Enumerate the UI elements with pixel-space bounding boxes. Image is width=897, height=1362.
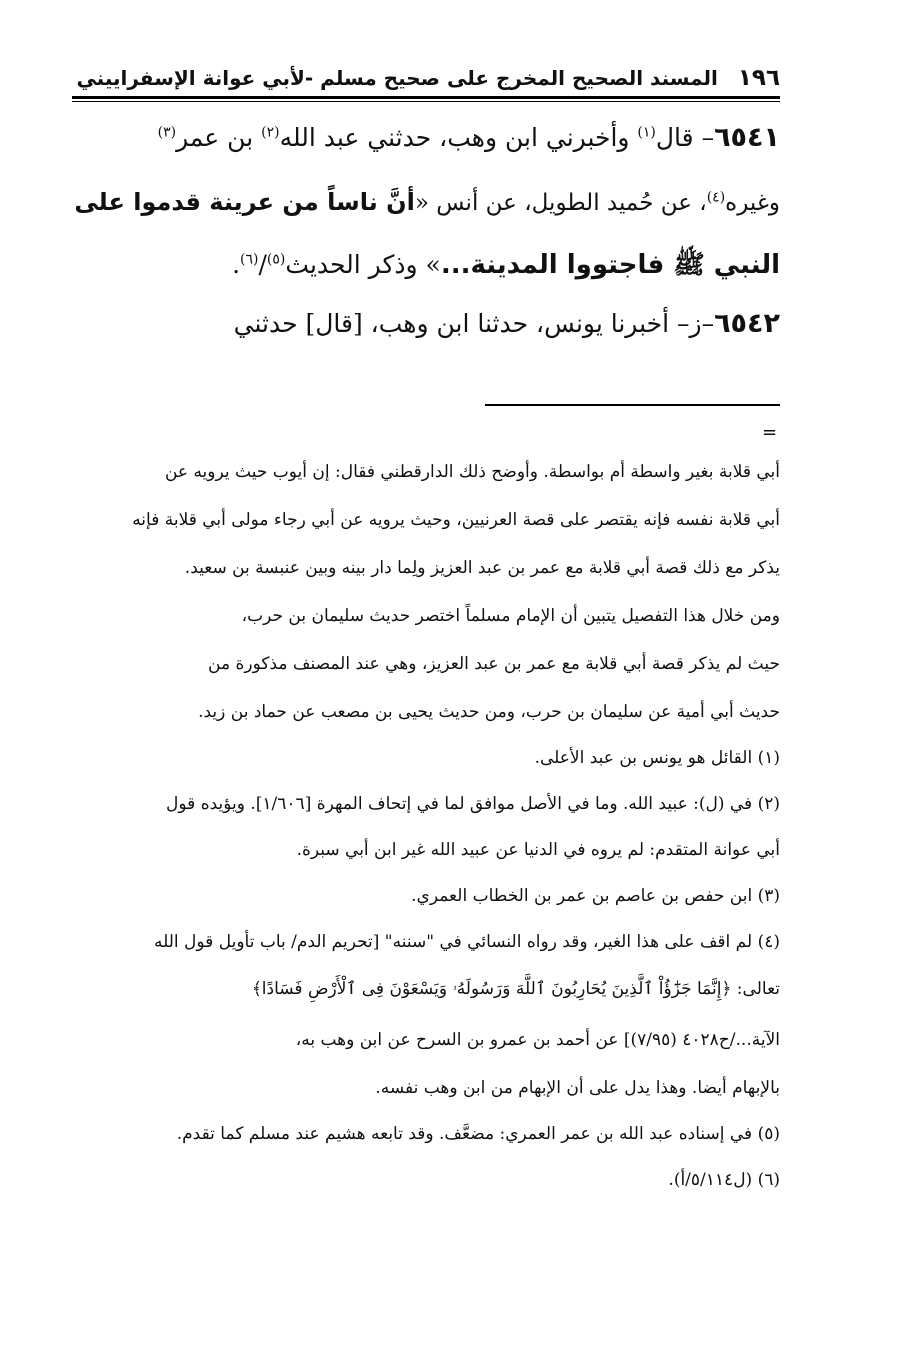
footnote-2: (٢) في (ل): عبيد الله. وما في الأصل موافق لما في إتحاف المهرة [١/٦٠٦]. ويؤيده قول (166, 794, 780, 814)
footnote-line: أبي عوانة المتقدم: لم يروه في الدنيا عن عبيد الله غير ابن أبي سبرة. (296, 840, 780, 860)
footnote-line: حديث أبي أمية عن سليمان بن حرب، ومن حديث يحيى بن مصعب عن حماد بن زيد. (198, 702, 780, 722)
page-number: ١٩٦ (737, 65, 780, 91)
footnote-ref: (٥) (266, 251, 286, 268)
hadith-6541-line-2 (72, 188, 780, 216)
footnote-line: يذكر مع ذلك قصة أبي قلابة مع عمر بن عبد العزيز ولِما دار بينه وبين عنبسة بن سعيد. (184, 558, 780, 578)
text-segment: – قال (655, 123, 715, 152)
hadith-number: ٦٥٤٢ (714, 308, 780, 339)
hadith-6542-line-1 (72, 308, 780, 339)
footnote-line: تعالى: ﴿إِنَّمَا جَزَٰٓؤُاْ ٱلَّذِينَ يُحَارِبُونَ ٱللَّهَ وَرَسُولَهُۥ وَيَسْعَوْنَ فِى ٱلْأَرْضِ فَسَادًا﴾ (251, 979, 780, 999)
header-rule (72, 96, 780, 102)
matn-bold: أنَّ ناساً من عرينة قدموا على (74, 188, 415, 216)
continuation-mark: = (762, 422, 778, 443)
text-segment: وأخبرني ابن وهب، حدثني عبد الله (279, 123, 638, 152)
text-segment: بن عمر (176, 123, 262, 152)
footnote-line: أبي قلابة بغير واسطة أم بواسطة. وأوضح ذلك الدارقطني فقال: إن أيوب حيث يرويه عن (164, 462, 780, 482)
hadith-6541-line-3 (72, 248, 780, 286)
text-segment: » وذكر الحديث (285, 250, 441, 279)
footnote-1: (١) القائل هو يونس بن عبد الأعلى. (534, 748, 780, 768)
footnote-line: بالإبهام أيضا. وهذا يدل على أن الإبهام من ابن وهب نفسه. (375, 1078, 780, 1098)
footnote-ref: (١) (637, 124, 656, 141)
footnote-5: (٥) في إسناده عبد الله بن عمر العمري: مضعَّف. وقد تابعه هشيم عند مسلم كما تقدم. (176, 1124, 780, 1144)
footnote-3: (٣) ابن حفص بن عاصم بن عمر بن الخطاب العمري. (411, 886, 780, 906)
text-segment: –ز– أخبرنا يونس، حدثنا ابن وهب، [قال] حدثني (233, 309, 715, 338)
matn-bold: النبي ﷺ فاجتووا المدينة... (440, 250, 780, 280)
footnote-ref: (٣) (157, 124, 177, 141)
footnote-line: الآية.../ح٤٠٢٨ (٧/٩٥)] عن أحمد بن عمرو بن السرح عن ابن وهب به، (295, 1030, 780, 1050)
footnote-ref: (٢) (261, 124, 280, 141)
hadith-number: ٦٥٤١ (714, 122, 780, 153)
text-segment: / (258, 250, 267, 279)
footnote-6: (٦) (ل٥/١١٤/أ). (668, 1170, 780, 1190)
footnote-line: حيث لم يذكر قصة أبي قلابة مع عمر بن عبد العزيز، وهي عند المصنف مذكورة من (208, 654, 780, 674)
footnote-line: ومن خلال هذا التفصيل يتبين أن الإمام مسلماً اختصر حديث سليمان بن حرب، (241, 606, 780, 626)
footnote-separator (485, 404, 780, 406)
running-title: المسند الصحيح المخرج على صحيح مسلم -لأبي عوانة الإسفراييني (76, 66, 718, 90)
page-header (72, 62, 780, 94)
text-segment: ، عن حُميد الطويل، عن أنس « (414, 190, 707, 216)
footnote-ref: (٤) (706, 189, 726, 206)
footnote-ref: (٦) (240, 251, 259, 268)
text-segment: . (232, 250, 241, 279)
hadith-6541-line-1 (72, 122, 780, 153)
text-segment: وغيره (725, 190, 780, 216)
footnote-4: (٤) لم اقف على هذا الغير، وقد رواه النسائي في "سننه" [تحريم الدم/ باب تأويل قول الله (154, 932, 780, 952)
footnote-line: أبي قلابة نفسه فإنه يقتصر على قصة العرنيين، وحيث يرويه عن أبي رجاء مولى أبي قلابة فإنه (132, 510, 780, 530)
